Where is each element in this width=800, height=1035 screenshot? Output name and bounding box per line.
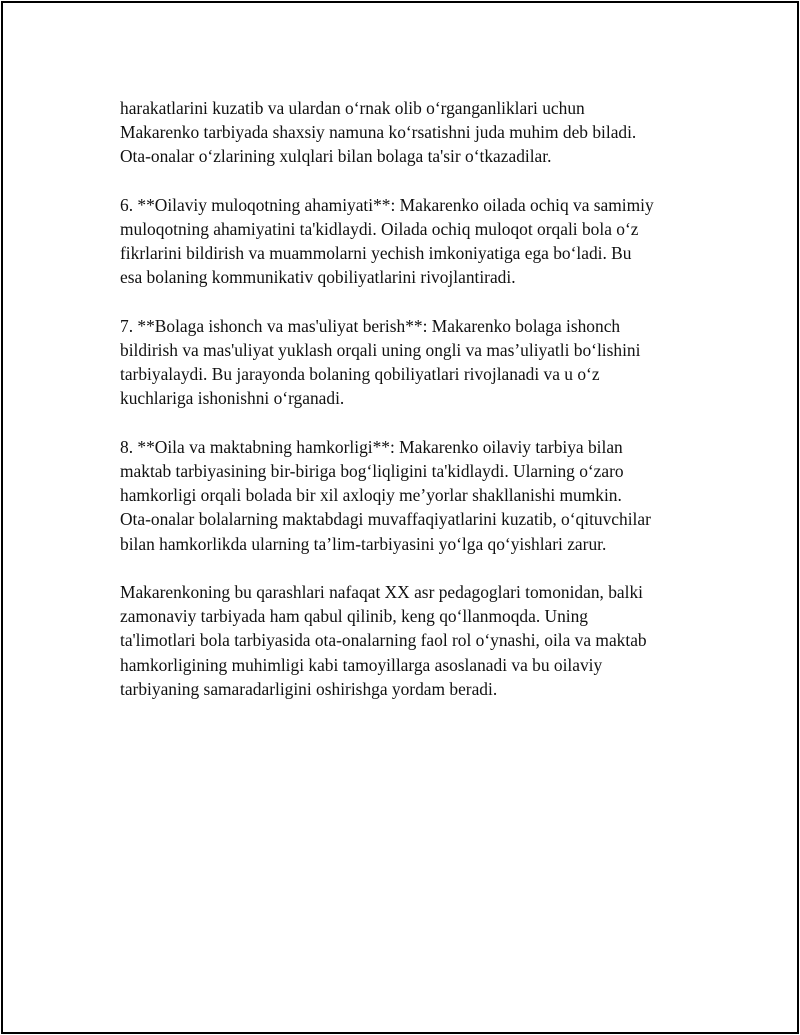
- paragraph-family-communication: 6. **Oilaviy muloqotning ahamiyati**: Makarenko oilada ochiq va samimiy muloqotning ahamiyatini ta'kidlaydi. Oilada ochiq muloqot orqali bola o‘z fikrlarini bildirish va muammolarni yechish imkoniyatiga ega bo‘ladi. Bu esa bolaning kommunikativ qobiliyatlarini rivojlantiradi.: [120, 194, 654, 288]
- paragraph-family-school-cooperation: 8. **Oila va maktabning hamkorligi**: Makarenko oilaviy tarbiya bilan maktab tarbiyasining bir-biriga bog‘liqligini ta'kidlaydi. Ularning o‘zaro hamkorligi orqali bolada bir xil axloqiy me’yorlar shakllanishi mumkin. Ota-onalar bolalarning maktabdagi muvaffaqiyatlarini kuzatib, o‘qituvchilar bilan hamkorlikda ularning ta’lim-tarbiyasini yo‘lga qo‘yishlari zarur.: [120, 436, 651, 554]
- document-body: [120, 96, 700, 725]
- paragraph-conclusion: Makarenkoning bu qarashlari nafaqat XX asr pedagoglari tomonidan, balki zamonaviy tarbiyada ham qabul qilinib, keng qo‘llanmoqda. Uning ta'limotlari bola tarbiyasida ota-onalarning faol rol o‘ynashi, oila va maktab hamkorligining muhimligi kabi tamoyillarga asoslanadi va bu oilaviy tarbiyaning samaradarligini oshirishga yordam beradi.: [120, 582, 647, 699]
- document-page: [1, 1, 799, 1034]
- paragraph-trust-responsibility: 7. **Bolaga ishonch va mas'uliyat berish**: Makarenko bolaga ishonch bildirish va mas'uliyat yuklash orqali uning ongli va mas’uliyatli bo‘lishini tarbiyalaydi. Bu jarayonda bolaning qobiliyatlari rivojlanadi va u o‘z kuchlariga ishonishni o‘rganadi.: [120, 315, 641, 409]
- paragraph-personal-example: harakatlarini kuzatib va ulardan o‘rnak olib o‘rganganliklari uchun Makarenko tarbiyada shaxsiy namuna ko‘rsatishni juda muhim deb biladi. Ota-onalar o‘zlarining xulqlari bilan bolaga ta'sir o‘tkazadilar.: [120, 98, 637, 167]
